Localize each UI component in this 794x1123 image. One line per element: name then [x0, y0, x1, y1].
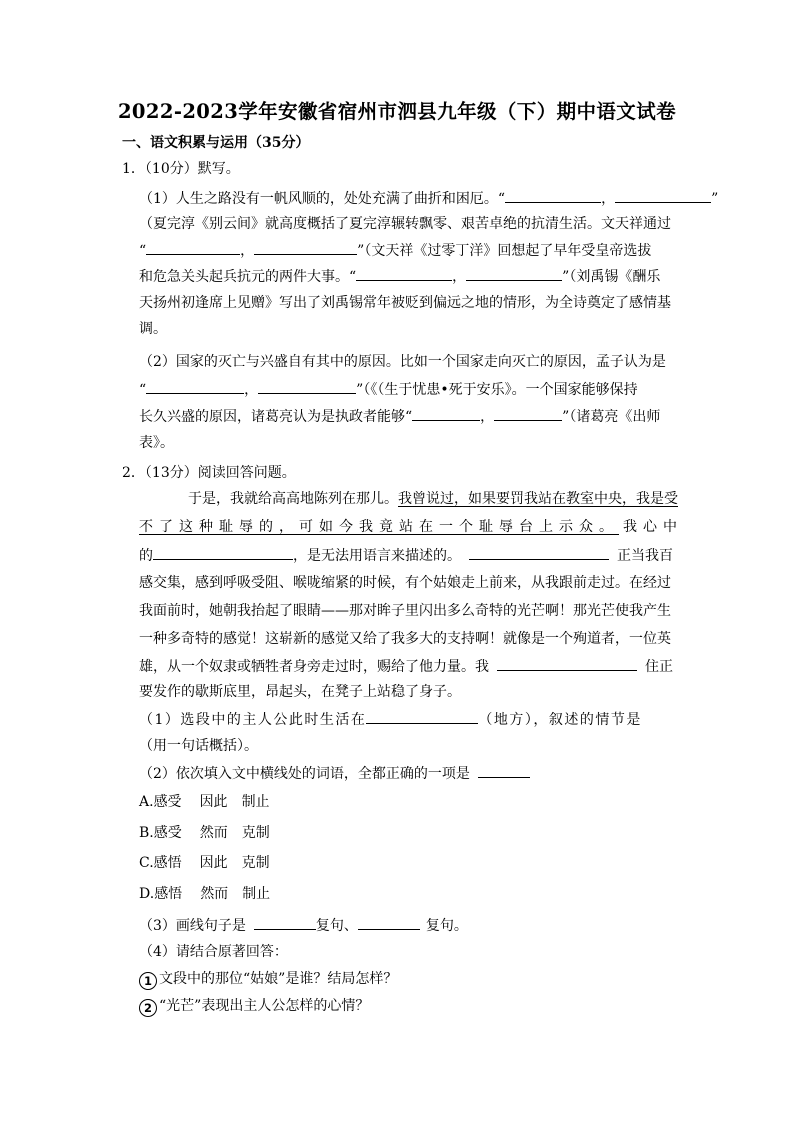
passage-line4: 感交集，感到呼吸受阻、喉咙缩紧的时候，有个姑娘走上前来，从我跟前走过。在经过: [139, 575, 671, 591]
text: 于是，我就给高高地陈列在那儿。: [188, 491, 398, 507]
text: ，: [601, 191, 616, 207]
underlined-sentence: 不了这种耻辱的，可如今我竟站在一个耻辱台上示众。: [139, 519, 619, 535]
q2-sub3: [139, 915, 468, 936]
text: 长久兴盛的原因，诸葛亮认为是执政者能够“: [139, 409, 413, 425]
option-letter: D.: [139, 886, 155, 902]
answer-blank[interactable]: [494, 406, 562, 421]
text: 复句。: [425, 918, 468, 934]
answer-blank[interactable]: [356, 266, 452, 281]
answer-blank[interactable]: [469, 545, 609, 560]
option-letter: B.: [139, 825, 154, 841]
passage-line8: 要发作的歇斯底里，昂起头，在凳子上站稳了身子。: [139, 684, 461, 700]
passage-line1: [188, 489, 678, 509]
text: ”（《（生于忧患•死于安乐》。一个国家能够保持: [356, 382, 638, 398]
option-c[interactable]: [139, 853, 270, 873]
circled-number-two-icon: 2: [139, 999, 157, 1017]
passage-line2: [139, 517, 683, 537]
passage-line6: 一种多奇特的感觉！这崭新的感觉又给了我多大的支持啊！就像是一个殉道者，一位英: [139, 631, 671, 647]
q1-part1-line5: 天扬州初逢席上见赠》写出了刘禹锡常年被贬到偏远之地的情形，为全诗奠定了感情基: [139, 295, 671, 311]
text: ，是无法用语言来描述的。: [293, 548, 461, 564]
text: 复句、: [315, 918, 358, 934]
text: “: [139, 243, 147, 259]
text: （2）依次填入文中横线处的词语，全都正确的一项是: [139, 766, 470, 782]
section-heading: 一、语文积累与运用（35分）: [122, 135, 310, 151]
passage-line3: [139, 545, 673, 566]
q1-part1-line4: [139, 266, 660, 287]
q1-part2-line3: [139, 406, 660, 427]
option-word: 感悟: [154, 886, 183, 902]
text: ”（刘禹锡《酬乐: [562, 269, 661, 285]
page-title: 2022-2023学年安徽省宿州市泗县九年级（下）期中语文试卷: [117, 100, 677, 123]
text: （3）画线句子是: [139, 918, 246, 934]
underlined-sentence: 我曾说过，如果要罚我站在教室中央，我是受: [398, 491, 678, 507]
text: ”: [711, 191, 719, 207]
text: 雄，从一个奴隶或牺牲者身旁走过时，赐给了他力量。我: [139, 659, 489, 675]
option-word: 制止: [242, 886, 271, 902]
text: 和危急关头起兵抗元的两件大事。“: [139, 269, 357, 285]
circled-number-one-icon: 1: [139, 972, 157, 990]
answer-blank[interactable]: [254, 240, 357, 255]
text: 正当我百: [617, 548, 673, 564]
text: ，: [480, 409, 495, 425]
answer-blank[interactable]: [478, 763, 530, 778]
option-word: 感受: [153, 794, 182, 810]
q1-part1-line6: 调。: [139, 321, 167, 337]
answer-blank[interactable]: [146, 379, 244, 394]
q2-sub4-item2: [139, 996, 369, 1017]
answer-blank[interactable]: [497, 656, 637, 671]
question-2-header: 2．（13分）阅读回答问题。: [122, 465, 296, 481]
passage-line7: [139, 656, 673, 677]
option-word: 因此: [199, 855, 228, 871]
question-1-header: 1．（10分）默写。: [122, 161, 240, 177]
answer-blank[interactable]: [412, 406, 480, 421]
q2-sub4-item1: [139, 969, 397, 990]
option-word: 克制: [241, 825, 270, 841]
option-d[interactable]: [139, 884, 270, 904]
q1-part2-line4: 表》。: [139, 435, 174, 451]
text: （1）选段中的主人公此时生活在: [139, 712, 367, 728]
text: “光芒”表现出主人公怎样的心情？: [159, 998, 370, 1014]
q1-part2-line2: [139, 379, 638, 400]
option-word: 克制: [241, 855, 270, 871]
q1-part1-line1: [139, 188, 718, 209]
q1-part1-line2: （夏完淳《别云间》就高度概括了夏完淳辗转飘零、艰苦卓绝的抗清生活。文天祥通过: [139, 216, 671, 232]
text: ”（诸葛亮《出师: [562, 409, 661, 425]
option-word: 制止: [241, 794, 270, 810]
option-b[interactable]: [139, 823, 270, 843]
text: ，: [240, 243, 255, 259]
option-word: 然而: [199, 825, 228, 841]
text: ”（文天祥《过零丁洋》回想起了早年受皇帝选拔: [357, 243, 652, 259]
option-a[interactable]: [139, 792, 270, 812]
q2-sub4: （4）请结合原著回答：: [139, 944, 288, 960]
answer-blank[interactable]: [366, 709, 478, 724]
q1-part2-line1: （2）国家的灭亡与兴盛自有其中的原因。比如一个国家走向灭亡的原因，孟子认为是: [139, 354, 666, 370]
q2-sub2: [139, 763, 530, 784]
text: 我心中: [623, 519, 683, 535]
text: 的: [139, 548, 153, 564]
option-word: 感悟: [153, 855, 182, 871]
option-word: 感受: [153, 825, 182, 841]
answer-blank[interactable]: [254, 915, 316, 930]
answer-blank[interactable]: [615, 188, 711, 203]
passage-line5: 我面前时，她朝我抬起了眼睛——那对眸子里闪出多么奇特的光芒啊！那光芒使我产生: [139, 603, 671, 619]
q2-sub1-line1: [139, 709, 642, 730]
option-word: 因此: [199, 794, 228, 810]
answer-blank[interactable]: [358, 915, 420, 930]
option-letter: C.: [139, 855, 154, 871]
q1-part1-line3: [139, 240, 651, 261]
answer-blank[interactable]: [153, 545, 293, 560]
text: 文段中的那位“姑娘”是谁？结局怎样？: [159, 971, 398, 987]
answer-blank[interactable]: [505, 188, 601, 203]
text: 住正: [645, 659, 673, 675]
text: （地方），叙述的情节是: [478, 712, 642, 728]
text: ，: [244, 382, 259, 398]
option-letter: A.: [139, 794, 154, 810]
q2-sub1-line2: （用一句话概括）。: [139, 738, 258, 754]
option-word: 然而: [200, 886, 229, 902]
text: ，: [452, 269, 467, 285]
answer-blank[interactable]: [258, 379, 356, 394]
answer-blank[interactable]: [146, 240, 240, 255]
text: （1）人生之路没有一帆风顺的，处处充满了曲折和困厄。“: [139, 191, 506, 207]
answer-blank[interactable]: [466, 266, 562, 281]
text: “: [139, 382, 147, 398]
